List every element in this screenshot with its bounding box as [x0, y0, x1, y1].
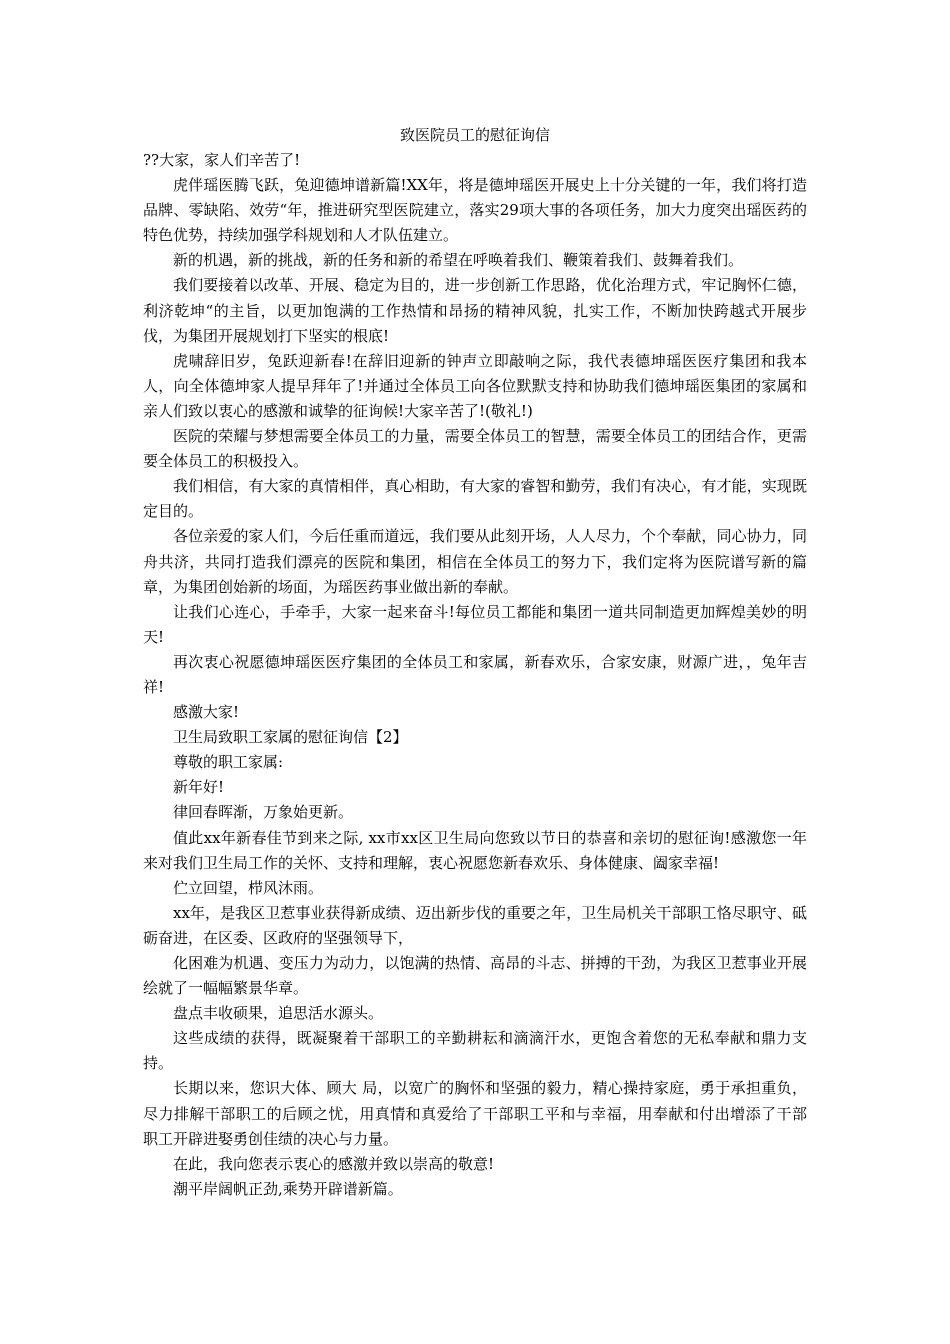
paragraph: 虎啸辞旧岁，兔跃迎新春!在辞旧迎新的钟声立即敲响之际，我代表德坤瑶医医疗集团和我本人，向全体德坤家人提早拜年了!并通过全体员工向各位默默支持和协助我们德坤瑶医集团的家属和亲人们致以衷心的感激和诚挚的征询候!大家辛苦了!(敬礼!): [143, 351, 807, 420]
paragraph: 新的机遇，新的挑战，新的任务和新的希望在呼唤着我们、鞭策着我们、鼓舞着我们。: [173, 251, 744, 270]
paragraph-greeting: ??大家，家人们辛苦了!: [143, 151, 301, 169]
paragraph: 值此xx年新春佳节到来之际, xx市xx区卫生局向您致以节日的恭喜和亲切的慰征询!感激您一年来对我们卫生局工作的关怀、支持和理解，衷心祝愿您新春欢乐、身体健康、阖家幸福!: [143, 828, 807, 872]
paragraph: 在此，我向您表示衷心的感激并致以崇高的敬意!: [173, 1154, 495, 1173]
document-title: 致医院员工的慰征询信: [399, 126, 550, 144]
paragraph: 感激大家!: [173, 703, 240, 722]
paragraph: 新年好!: [173, 778, 225, 797]
section-heading: 卫生局致职工家属的慰征询信【2】: [173, 728, 408, 747]
paragraph: 虎伴瑶医腾飞跃，兔迎德坤谱新篇!XX年，将是德坤瑶医开展史上十分关键的一年，我们将打造品牌、零缺陷、效劳“年，推进研究型医院建立，落实29项大事的各项任务，加大力度突出瑶医药的特色优势，持续加强学科规划和人才队伍建立。: [143, 176, 807, 245]
document-body: [143, 148, 807, 1202]
paragraph: 再次衷心祝愿德坤瑶医医疗集团的全体员工和家属，新春欢乐，合家安康，财源广进，，兔年吉祥!: [143, 652, 807, 696]
paragraph: 让我们心连心，手牵手，大家一起来奋斗!每位员工都能和集团一道共同制造更加辉煌美妙的明天!: [143, 602, 807, 646]
paragraph: 伫立回望，栉风沐雨。: [173, 878, 324, 897]
paragraph: 我们相信，有大家的真情相伴，真心相助，有大家的睿智和勤劳，我们有决心，有才能，实现既定目的。: [143, 477, 807, 521]
paragraph: 潮平岸阔帆正劲,乘势开辟谱新篇。: [173, 1179, 403, 1198]
paragraph: xx年，是我区卫惹事业获得新成绩、迈出新步伐的重要之年，卫生局机关干部职工恪尽职守、砥砺奋进，在区委、区政府的坚强领导下，: [143, 903, 807, 947]
paragraph: 盘点丰收硕果，追思活水源头。: [173, 1004, 384, 1023]
paragraph: 化困难为机遇、变压力为动力，以饱满的热情、高昂的斗志、拼搏的干劲，为我区卫惹事业开展绘就了一幅幅繁景华章。: [143, 954, 807, 998]
paragraph: 我们要接着以改革、开展、稳定为目的，进一步创新工作思路，优化治理方式，牢记胸怀仁德，利济乾坤“的主旨，以更加饱满的工作热情和昂扬的精神风貌，扎实工作，不断加快跨越式开展步伐，为集团开展规划打下坚实的根底!: [143, 276, 807, 345]
paragraph: 医院的荣耀与梦想需要全体员工的力量，需要全体员工的智慧，需要全体员工的团结合作，更需要全体员工的积极投入。: [143, 427, 807, 471]
paragraph: 这些成绩的获得，既凝聚着干部职工的辛勤耕耘和滴滴汗水，更饱含着您的无私奉献和鼎力支持。: [143, 1029, 807, 1073]
paragraph-salutation: 尊敬的职工家属:: [173, 753, 284, 772]
paragraph: 长期以来，您识大体、顾大 局，以宽广的胸怀和坚强的毅力，精心操持家庭，勇于承担重负，尽力排解干部职工的后顾之忧，用真情和真爱给了干部职工平和与幸福，用奉献和付出增添了干部 职工开辟进娶勇创佳绩的决心与力量。: [143, 1079, 807, 1148]
paragraph: 各位亲爱的家人们，今后任重而道远，我们要从此刻开场，人人尽力，个个奉献，同心协力，同舟共济，共同打造我们漂亮的医院和集团，相信在全体员工的努力下，我们定将为医院谱写新的篇章，为集团创始新的场面，为瑶医药事业做出新的奉献。: [143, 527, 807, 596]
paragraph: 律回春晖渐，万象始更新。: [173, 803, 354, 822]
